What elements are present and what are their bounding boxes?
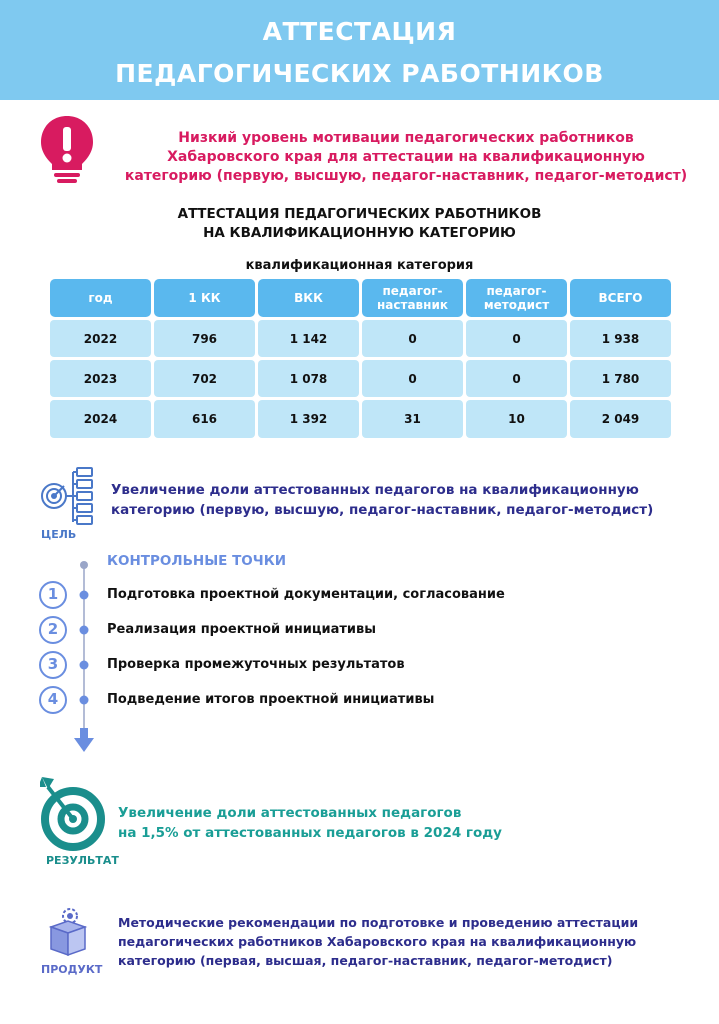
result-label: РЕЗУЛЬТАТ: [46, 854, 119, 867]
box-gear-icon: [48, 905, 88, 961]
table-cell: 31: [362, 400, 463, 438]
bullseye-arrow-icon: [40, 773, 106, 855]
table-title-line1: АТТЕСТАЦИЯ ПЕДАГОГИЧЕСКИХ РАБОТНИКОВ: [177, 206, 542, 222]
product-label: ПРОДУКТ: [41, 963, 103, 976]
goal-statement: [111, 480, 701, 520]
table-cell: 0: [362, 360, 463, 397]
header-banner: [0, 0, 719, 100]
header-title-line1: АТТЕСТАЦИЯ: [262, 17, 457, 46]
result-statement: [118, 803, 502, 843]
table-cell: 1 392: [258, 400, 359, 438]
step-text: Проверка промежуточных результатов: [107, 657, 405, 672]
table-cell: 2022: [50, 320, 151, 357]
table-cell: 1 780: [570, 360, 671, 397]
table-cell: 0: [466, 320, 567, 357]
table-cell: 10: [466, 400, 567, 438]
table-header-cell: педагог-наставник: [362, 279, 463, 317]
product-statement: [118, 913, 708, 970]
table-subtitle: квалификационная категория: [245, 258, 474, 273]
table-title-line2: НА КВАЛИФИКАЦИОННУЮ КАТЕГОРИЮ: [203, 225, 516, 241]
step-text: Подведение итогов проектной инициативы: [107, 692, 435, 707]
result-line: на 1,5% от аттестованных педагогов в 2024 году: [118, 825, 502, 841]
table-header-cell: год: [50, 279, 151, 317]
table-header-cell: 1 КК: [154, 279, 255, 317]
table-cell: 2024: [50, 400, 151, 438]
table-cell: 1 078: [258, 360, 359, 397]
table-cell: 2 049: [570, 400, 671, 438]
table-header-cell: ВКК: [258, 279, 359, 317]
lightbulb-exclamation-icon: [38, 114, 96, 190]
problem-line: Хабаровского края для аттестации на квалификационную: [167, 149, 645, 165]
table-cell: 796: [154, 320, 255, 357]
table-cell: 1 938: [570, 320, 671, 357]
step-number: 4: [47, 690, 59, 708]
step-number: 1: [47, 585, 59, 603]
table-cell: 1 142: [258, 320, 359, 357]
step-number: 3: [47, 655, 59, 673]
checkpoints-title: КОНТРОЛЬНЫЕ ТОЧКИ: [107, 553, 287, 569]
goal-label: ЦЕЛЬ: [41, 528, 77, 541]
table-title: [0, 205, 719, 243]
product-line: категорию (первая, высшая, педагог-наставник, педагог-методист): [118, 953, 613, 968]
target-checklist-icon: [37, 466, 95, 530]
step-text: Реализация проектной инициативы: [107, 622, 376, 637]
table-cell: 2023: [50, 360, 151, 397]
problem-line: Низкий уровень мотивации педагогических работников: [178, 130, 634, 146]
problem-statement: [111, 129, 701, 186]
table-cell: 0: [362, 320, 463, 357]
attestation-table: [50, 279, 671, 439]
table-cell: 702: [154, 360, 255, 397]
goal-line: Увеличение доли аттестованных педагогов на квалификационную: [111, 482, 639, 498]
result-line: Увеличение доли аттестованных педагогов: [118, 805, 462, 821]
product-line: Методические рекомендации по подготовке и проведению аттестации: [118, 915, 639, 930]
table-header-cell: ВСЕГО: [570, 279, 671, 317]
table-cell: 0: [466, 360, 567, 397]
step-number: 2: [47, 620, 59, 638]
table-cell: 616: [154, 400, 255, 438]
table-header-cell: педагог-методист: [466, 279, 567, 317]
product-line: педагогических работников Хабаровского края на квалификационную: [118, 934, 637, 949]
problem-line: категорию (первую, высшую, педагог-наставник, педагог-методист): [124, 168, 688, 184]
goal-line: категорию (первую, высшую, педагог-наставник, педагог-методист): [111, 502, 654, 518]
header-title-line2: ПЕДАГОГИЧЕСКИХ РАБОТНИКОВ: [115, 59, 604, 88]
step-text: Подготовка проектной документации, согласование: [107, 587, 505, 602]
